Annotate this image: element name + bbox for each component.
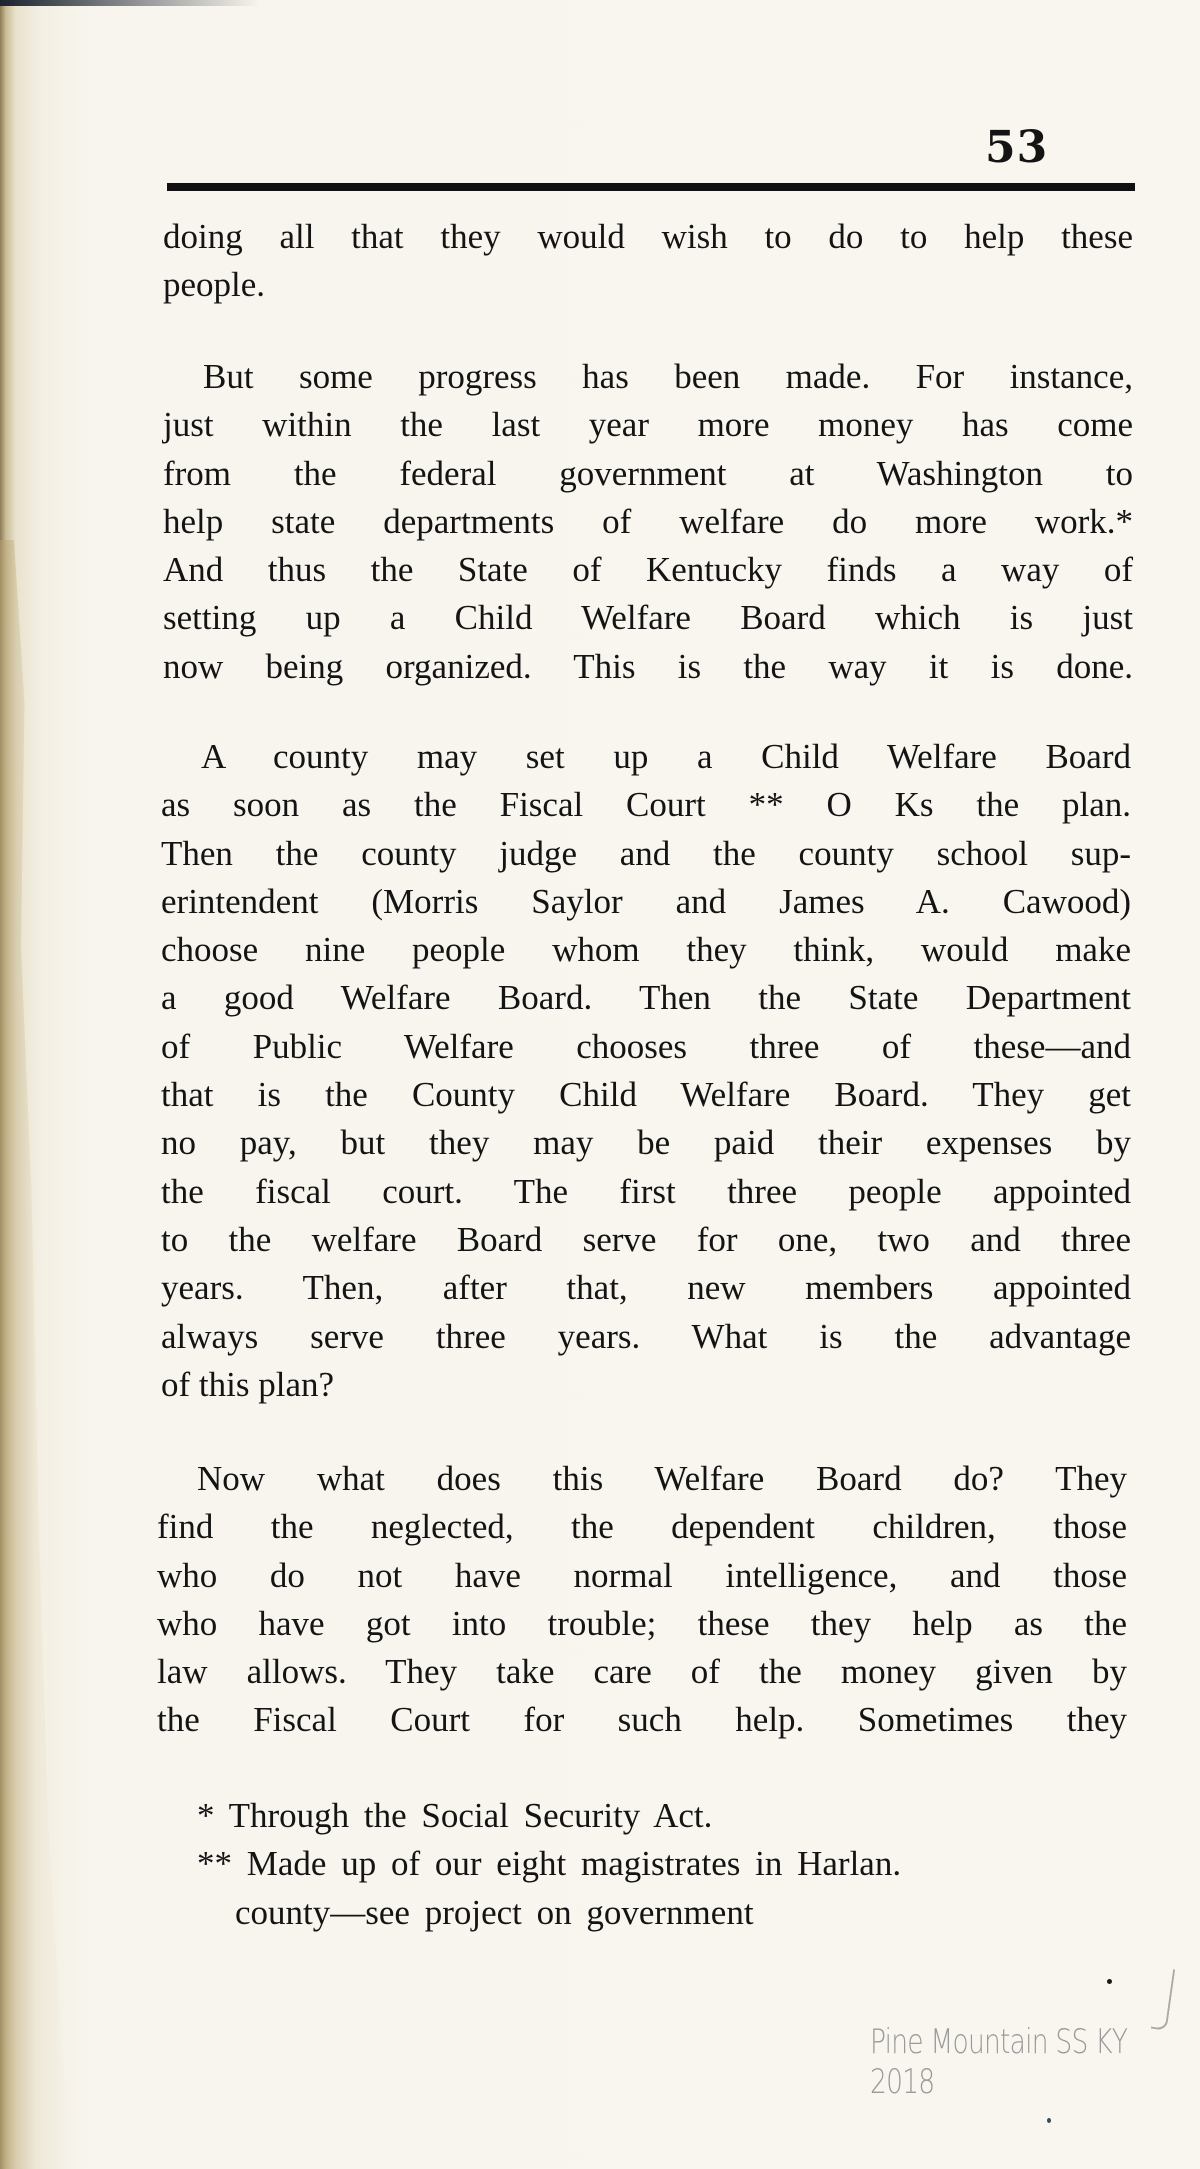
text-line: find the neglected, the dependent children, those xyxy=(157,1507,1127,1547)
text-line: the Fiscal Court for such help. Sometimes they xyxy=(157,1700,1127,1740)
text-line: doing all that they would wish to do to help these xyxy=(163,217,1133,256)
text-line: now being organized. This is the way it is done. xyxy=(163,646,1133,686)
text-line: a good Welfare Board. Then the State Department xyxy=(161,978,1131,1018)
text-line: who do not have normal intelligence, and those xyxy=(157,1555,1127,1595)
text-line: of this plan? xyxy=(161,1364,335,1404)
footnote-text: county—see project on government xyxy=(235,1892,754,1932)
ink-speck xyxy=(1107,1979,1112,1984)
scan-edge-shadow xyxy=(0,0,260,6)
ink-speck xyxy=(1047,2118,1051,2123)
text-line: always serve three years. What is the advantage xyxy=(161,1316,1131,1356)
text-line: of Public Welfare chooses three of these—and xyxy=(161,1026,1131,1066)
text-line: no pay, but they may be paid their expenses by xyxy=(161,1123,1131,1163)
footnote-text: Through the Social Security Act. xyxy=(228,1796,713,1835)
footnote-text: Made up of our eight magistrates in Harlan. xyxy=(246,1844,902,1884)
text-line: And thus the State of Kentucky finds a way of xyxy=(163,550,1133,590)
text-line: who have got into trouble; these they help as the xyxy=(157,1603,1127,1643)
text-line: just within the last year more money has come xyxy=(163,405,1133,445)
text-line: from the federal government at Washington to xyxy=(163,453,1133,493)
footnotes xyxy=(197,1792,1097,1937)
paragraph-1 xyxy=(163,213,1133,310)
footnote-2-continuation xyxy=(197,1889,1097,1937)
text-line: years. Then, after that, new members appointed xyxy=(161,1268,1131,1308)
text-line: to the welfare Board serve for one, two and three xyxy=(161,1219,1131,1259)
footnote-marker: * xyxy=(197,1796,215,1835)
watermark: Pine Mountain SS KY 2018 xyxy=(870,2022,1128,2102)
text-line: erintendent (Morris Saylor and James A. Cawood) xyxy=(161,881,1131,921)
text-line: the fiscal court. The first three people appointed xyxy=(161,1171,1131,1211)
footnote-marker: ** xyxy=(197,1844,232,1884)
page-number: 53 xyxy=(985,122,1049,173)
footnote-2 xyxy=(197,1840,1097,1888)
footnote-1 xyxy=(197,1792,1097,1840)
text-line: Then the county judge and the county school sup- xyxy=(161,833,1131,873)
text-line: But some progress has been made. For instance, xyxy=(203,357,1133,396)
text-line: help state departments of welfare do more work.* xyxy=(163,501,1133,541)
text-line: that is the County Child Welfare Board. They get xyxy=(161,1075,1131,1115)
text-line: setting up a Child Welfare Board which is just xyxy=(163,598,1133,638)
text-line: as soon as the Fiscal Court ** O Ks the plan. xyxy=(161,785,1131,825)
text-line: Now what does this Welfare Board do? They xyxy=(197,1459,1127,1498)
text-line: law allows. They take care of the money given by xyxy=(157,1652,1127,1692)
paragraph-2 xyxy=(163,353,1133,691)
text-line: A county may set up a Child Welfare Board xyxy=(201,737,1131,776)
paragraph-3 xyxy=(161,733,1131,1409)
header-rule xyxy=(167,183,1135,191)
text-line: people. xyxy=(163,265,266,305)
paragraph-4 xyxy=(157,1455,1127,1745)
text-line: choose nine people whom they think, would make xyxy=(161,930,1131,970)
